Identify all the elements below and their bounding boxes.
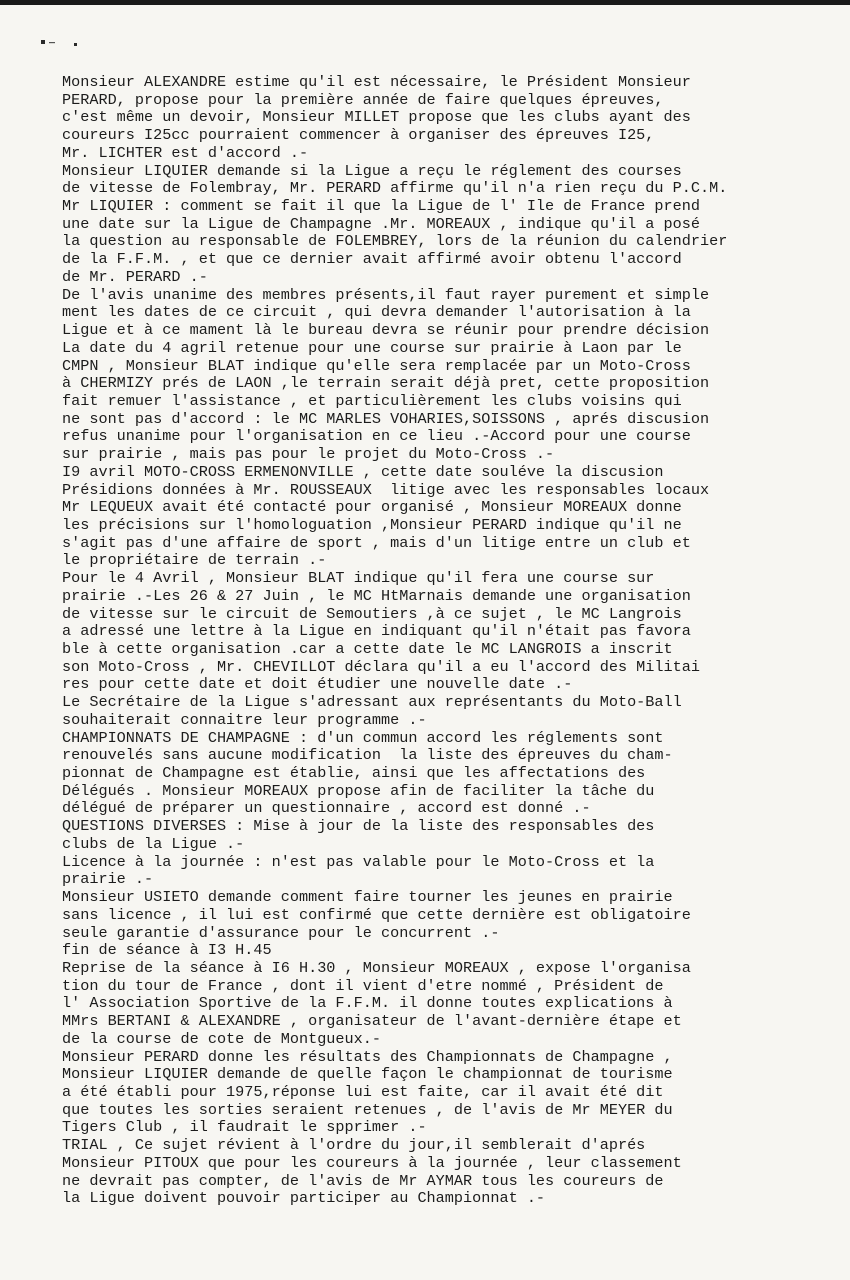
text-line: De l'avis unanime des membres présents,il faut rayer purement et simple — [62, 285, 710, 304]
text-line: clubs de la Ligue .- — [62, 834, 245, 853]
text-line: Reprise de la séance à I6 H.30 , Monsieur MOREAUX , expose l'organisa — [62, 958, 691, 977]
text-line: c'est même un devoir, Monsieur MILLET propose que les clubs ayant des — [62, 108, 691, 127]
text-line: à CHERMIZY prés de LAON ,le terrain serait déjà pret, cette proposition — [62, 374, 710, 393]
text-line: ble à cette organisation .car a cette date le MC LANGROIS a inscrit — [62, 640, 673, 658]
text-line: seule garantie d'assurance pour le concurrent .- — [62, 923, 500, 942]
text-line: a été établi pour 1975,réponse lui est faite, car il avait été dit — [62, 1082, 664, 1101]
text-line: fait remuer l'assistance , et particulièrement les clubs voisins qui — [62, 391, 682, 410]
text-line: renouvelés sans aucune modification la liste des épreuves du cham- — [62, 746, 673, 765]
text-line: de la F.F.M. , et que ce dernier avait affirmé avoir obtenu l'accord — [62, 250, 682, 269]
text-line: I9 avril MOTO-CROSS ERMENONVILLE , cette date souléve la discusion — [62, 462, 664, 481]
text-line: ment les dates de ce circuit , qui devra demander l'autorisation à la — [62, 303, 691, 322]
text-line: fin de séance à I3 H.45 — [62, 941, 272, 960]
text-line: de vitesse sur le circuit de Semoutiers ,à ce sujet , le MC Langrois — [62, 604, 682, 623]
text-line: PERARD, propose pour la première année de faire quelques épreuves, — [62, 90, 664, 109]
text-line: Licence à la journée : n'est pas valable pour le Moto-Cross et la — [62, 852, 655, 871]
text-line: le propriétaire de terrain .- — [62, 551, 327, 570]
text-line: Délégués . Monsieur MOREAUX propose afin de faciliter la tâche du — [62, 781, 655, 800]
text-line: Monsieur PITOUX que pour les coureurs à la journée , leur classement — [62, 1153, 682, 1172]
text-line: Le Secrétaire de la Ligue s'adressant aux représentants du Moto-Ball — [62, 693, 682, 712]
text-line: QUESTIONS DIVERSES : Mise à jour de la liste des responsables des — [62, 817, 655, 836]
text-line: res pour cette date et doit étudier une nouvelle date .- — [62, 675, 573, 694]
text-line: Monsieur LIQUIER demande de quelle façon le championnat de tourisme — [62, 1065, 673, 1084]
text-line: ne sont pas d'accord : le MC MARLES VOHARIES,SOISSONS , aprés discusion — [62, 409, 710, 428]
text-line: que toutes les sorties seraient retenues , de l'avis de Mr MEYER du — [62, 1100, 673, 1119]
text-line: ne devrait pas compter, de l'avis de Mr AYMAR tous les coureurs de — [62, 1171, 664, 1190]
text-line: délégué de préparer un questionnaire , accord est donné .- — [62, 799, 591, 818]
text-line: de vitesse de Folembray, Mr. PERARD affirme qu'il n'a rien reçu du P.C.M. — [62, 179, 728, 198]
page-top-edge — [0, 0, 850, 5]
text-line: prairie .-Les 26 & 27 Juin , le MC HtMarnais demande une organisation — [62, 586, 691, 605]
text-line: prairie .- — [62, 870, 154, 889]
text-line: Ligue et à ce mament là le bureau devra se réunir pour prendre décision — [62, 321, 710, 340]
text-line: de Mr. PERARD .- — [62, 267, 208, 286]
text-line: Présidions données à Mr. ROUSSEAUX litige avec les responsables locaux — [62, 480, 710, 499]
text-line: la Ligue doivent pouvoir participer au Championnat .- — [62, 1189, 546, 1208]
text-line: sur prairie , mais pas pour le projet du Moto-Cross .- — [62, 445, 555, 464]
text-line: La date du 4 agril retenue pour une course sur prairie à Laon par le — [62, 338, 682, 357]
text-line: sans licence , il lui est confirmé que cette dernière est obligatoire — [62, 905, 691, 924]
text-line: CHAMPIONNATS DE CHAMPAGNE : d'un commun accord les réglements sont — [62, 728, 664, 747]
text-line: les précisions sur l'homologuation ,Monsieur PERARD indique qu'il ne — [62, 515, 682, 534]
text-line: Mr LEQUEUX avait été contacté pour organisé , Monsieur MOREAUX donne — [62, 498, 682, 517]
text-line: Pour le 4 Avril , Monsieur BLAT indique qu'il fera une course sur — [62, 569, 655, 588]
document-body — [62, 74, 847, 1208]
text-line: de la course de cote de Montgueux.- — [62, 1029, 381, 1048]
text-line: une date sur la Ligue de Champagne .Mr. MOREAUX , indique qu'il a posé — [62, 214, 700, 233]
text-line: Monsieur ALEXANDRE estime qu'il est nécessaire, le Président Monsieur — [62, 73, 691, 91]
text-line: MMrs BERTANI & ALEXANDRE , organisateur de l'avant-dernière étape et — [62, 1012, 682, 1031]
text-line: coureurs I25cc pourraient commencer à organiser des épreuves I25, — [62, 126, 655, 145]
text-line: Monsieur USIETO demande comment faire tourner les jeunes en prairie — [62, 888, 673, 907]
text-line: la question au responsable de FOLEMBREY, lors de la réunion du calendrier — [62, 232, 728, 251]
text-line: Mr LIQUIER : comment se fait il que la Ligue de l' Ile de France prend — [62, 197, 700, 216]
text-line: refus unanime pour l'organisation en ce lieu .-Accord pour une course — [62, 427, 691, 446]
text-line: l' Association Sportive de la F.F.M. il donne toutes explications à — [62, 994, 673, 1013]
text-line: Monsieur PERARD donne les résultats des Championnats de Champagne , — [62, 1047, 673, 1066]
text-line: son Moto-Cross , Mr. CHEVILLOT déclara qu'il a eu l'accord des Militai — [62, 657, 700, 676]
text-line: Tigers Club , il faudrait le spprimer .- — [62, 1118, 427, 1137]
text-line: pionnat de Champagne est établie, ainsi que les affectations des — [62, 764, 646, 783]
text-line: souhaiterait connaitre leur programme .- — [62, 710, 427, 729]
text-line: Mr. LICHTER est d'accord .- — [62, 143, 309, 162]
text-line: s'agit pas d'une affaire de sport , mais d'un litige entre un club et — [62, 533, 691, 552]
text-line: Monsieur LIQUIER demande si la Ligue a reçu le réglement des courses — [62, 161, 682, 180]
text-line: CMPN , Monsieur BLAT indique qu'elle sera remplacée par un Moto-Cross — [62, 356, 691, 375]
ink-specks-decoration — [30, 36, 90, 52]
text-line: a adressé une lettre à la Ligue en indiquant qu'il n'était pas favora — [62, 622, 691, 641]
text-line: tion du tour de France , dont il vient d'etre nommé , Président de — [62, 976, 664, 995]
text-line: TRIAL , Ce sujet révient à l'ordre du jour,il semblerait d'aprés — [62, 1136, 646, 1155]
